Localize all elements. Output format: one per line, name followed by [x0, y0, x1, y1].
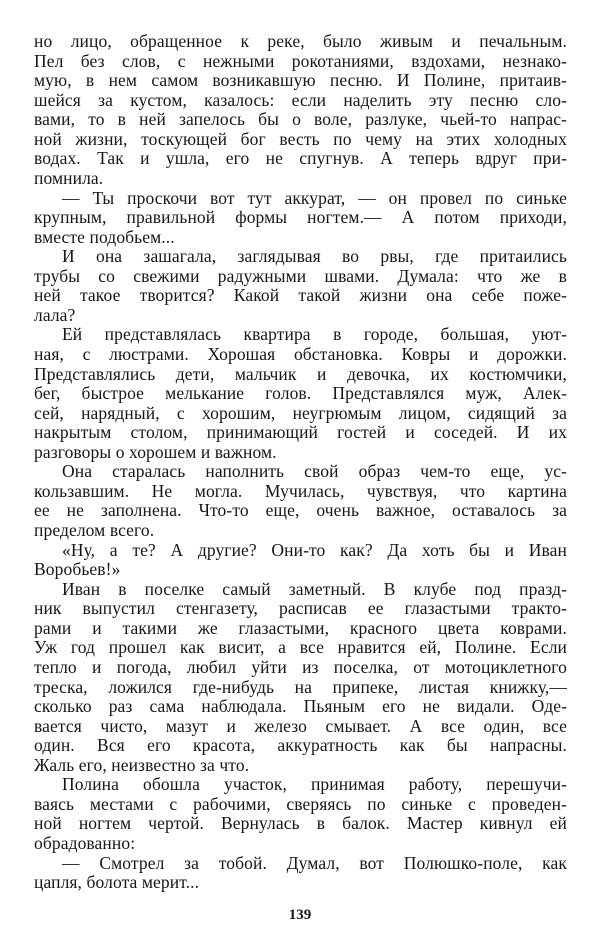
- text-line: водах. Так и ушла, его не спугнув. А теперь вдруг при-: [34, 148, 567, 169]
- text-line: крупным, правильной формы ногтем.— А потом приходи,: [34, 207, 567, 227]
- text-line: Уж год прошел как висит, а все нравится ей, Полине. Если: [34, 637, 567, 658]
- text-line: обрадованно:: [34, 833, 136, 853]
- text-line: сколько раз сама наблюдала. Пьяным его не видали. Оде-: [34, 696, 567, 716]
- text-line: помнила.: [34, 167, 104, 188]
- text-line: тепло и погода, любил уйти из поселка, от мотоциклетного: [34, 656, 567, 677]
- text-line: рами и такими же глазастыми, красного цвета коврами.: [34, 617, 567, 638]
- text-line: Воробьев!»: [34, 559, 121, 580]
- text-line: бег, быстрое мелькание голов. Представлялся муж, Алек-: [34, 383, 567, 404]
- text-line: Иван в поселке самый заметный. В клубе под празд-: [62, 578, 567, 599]
- text-line: — Смотрел за тобой. Думал, вот Полюшко-поле, как: [62, 852, 567, 873]
- text-line: накрытым столом, принимающий гостей и соседей. И их: [34, 422, 567, 443]
- text-line: ной жизни, тоскующей бог весть по чему на этих холодных: [34, 128, 567, 149]
- text-line: лала?: [34, 304, 76, 325]
- text-line: ник выпустил стенгазету, расписав ее глазастыми тракто-: [34, 598, 567, 619]
- page-number: 139: [288, 907, 312, 923]
- text-line: трубы со свежими радужными швами. Думала: что же в: [34, 265, 567, 286]
- text-line: сей, нарядный, с хорошим, неугрюмым лицом, сидящий за: [34, 402, 567, 423]
- text-line: мую, в нем самом возникавшую песню. И Полине, притаив-: [34, 70, 567, 91]
- text-line: вместе подобьем...: [34, 226, 175, 247]
- text-line: вами, то в ней запелось бы о воле, разлуке, чьей-то напрас-: [34, 109, 567, 130]
- text-line: Полина обошла участок, принимая работу, перешучи-: [62, 774, 567, 795]
- text-line: «Ну, а те? А другие? Они-то как? Да хоть бы и Иван: [62, 539, 567, 560]
- text-line: пределом всего.: [34, 520, 155, 540]
- text-line: Представлялись дети, мальчик и девочка, их костюмчики,: [34, 363, 567, 384]
- text-line: ней такое творится? Какой такой жизни она себе поже-: [34, 285, 567, 306]
- text-line: Жаль его, неизвестно за что.: [34, 754, 250, 775]
- text-line: ная, с люстрами. Хорошая обстановка. Ковры и дорожки.: [34, 344, 567, 364]
- text-line: цапля, болота мерит...: [34, 872, 200, 893]
- text-line: И она зашагала, заглядывая во рвы, где притаились: [62, 246, 567, 267]
- text-line: вается чисто, мазут и железо смывает. А все один, все: [34, 715, 567, 736]
- text-line: Пел без слов, с нежными рокотаниями, вздохами, незнако-: [34, 50, 567, 71]
- text-line: шейся за кустом, казалось: если наделить эту песню сло-: [34, 89, 567, 110]
- text-line: разговоры о хорошем и важном.: [34, 441, 277, 462]
- text-line: — Ты проскочи вот тут аккурат, — он провел по синьке: [62, 187, 567, 208]
- text-line: Ей представлялась квартира в городе, большая, уют-: [62, 324, 567, 345]
- text-line: ной ногтем чертой. Вернулась в балок. Мастер кивнул ей: [34, 813, 567, 834]
- text-line: кользавшим. Не могла. Мучилась, чувствуя, что картина: [34, 480, 567, 501]
- text-line: треска, ложился где-нибудь на припеке, листая книжку,—: [34, 676, 567, 697]
- text-line: один. Вся его красота, аккуратность как бы напрасны.: [34, 735, 567, 756]
- text-line: но лицо, обращенное к реке, было живым и печальным.: [34, 31, 567, 51]
- text-line: ваясь местами с рабочими, сверяясь по синьке с проведен-: [34, 793, 567, 814]
- text-line: Она старалась наполнить свой образ чем-то еще, ус-: [62, 461, 567, 482]
- text-line: ее не заполнена. Что-то еще, очень важное, оставалось за: [34, 500, 567, 521]
